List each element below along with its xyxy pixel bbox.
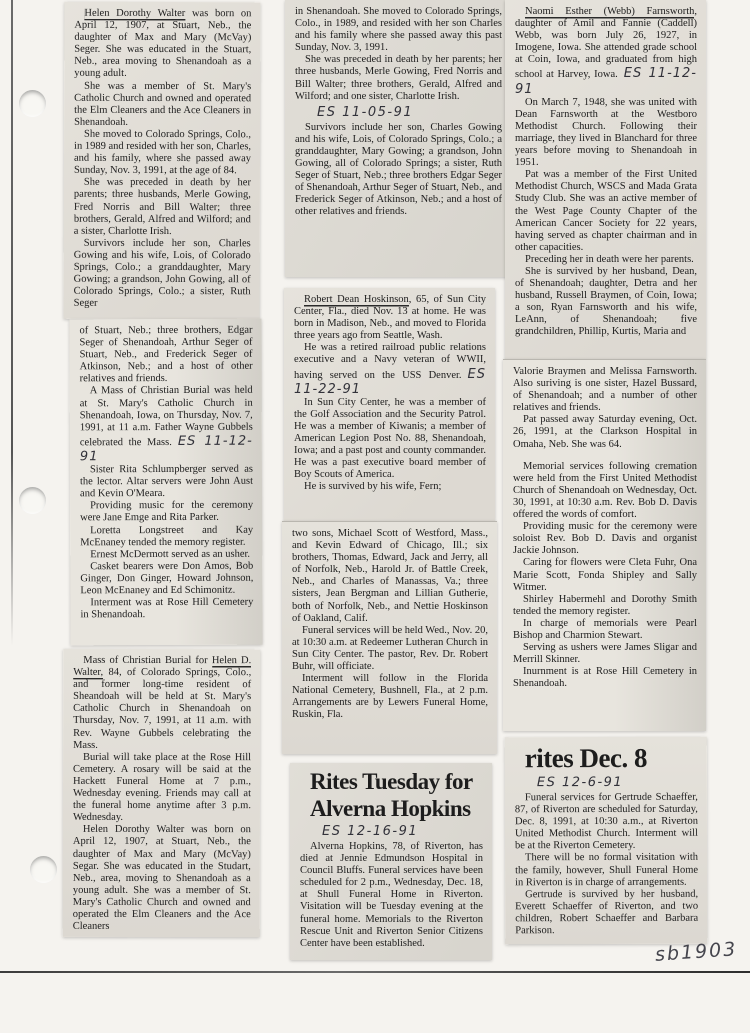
paragraph: Serving as ushers were James Sligar and Merrill Skinner. <box>513 642 697 666</box>
paragraph: In charge of memorials were Pearl Bishop and Charmion Stewart. <box>513 617 697 641</box>
paragraph: Pat passed away Saturday evening, Oct. 26, 1991, at the Clarkson Hospital in Omaha, Neb. She was 64. <box>513 414 697 450</box>
paragraph: of Stuart, Neb.; three brothers, Edgar Seger of Shenandoah, Arthur Seger of Stuart, Neb., and Frederick Seger of Atkinson, Neb.; and a host of other relatives and friends. <box>79 324 253 385</box>
paragraph: Burial will take place at the Rose Hill Cemetery. A rosary will be said at the Hackett Funeral Home at 7 p.m., Wednesday evening. Friends may call at the funeral home anytime after 3 p.m. Wednesday. <box>72 751 252 824</box>
paragraph: Inurnment is at Rose Hill Cemetery in Shenandoah. <box>513 666 697 690</box>
paragraph: She was preceded in death by her parents; her three husbands, Merle Gowing, Fred Norris and Bill Walter; three brothers, Gerald, Alfred and Wilford; and one sister, Charlotte Irish. <box>295 54 502 102</box>
handwritten-date: ES 11-12-91 <box>515 66 697 97</box>
punch-hole-middle <box>19 487 46 514</box>
handwritten-date: ES 11-22-91 <box>294 366 486 397</box>
paragraph: Interment will follow in the Florida National Cemetery, Bushnell, Fla., at 2 p.m. Arrangements are by Lewers Funeral Home, Ruskin, Fla. <box>292 673 488 721</box>
clipping-walter-obituary-part2 <box>69 319 262 646</box>
punch-hole-bottom <box>30 856 57 883</box>
clipping-walter-obituary-part1 <box>64 2 261 320</box>
paragraph: She was a member of St. Mary's Catholic Church and owned and operated the Elm Cleaners and the Ace Cleaners in Shenandoah. <box>74 80 252 128</box>
paragraph: She was preceded in death by her parents; three husbands, Merle Gowing, Fred Norris and Bill Walter; three brothers, Gerald, Alfred and Wilford; and a sister, Charlotte Irish. <box>73 177 251 237</box>
handwritten-date: ES 11-05-91 <box>317 104 414 120</box>
handwritten-date: ES 12-16-91 <box>322 824 419 839</box>
paragraph: Pat was a member of the First United Methodist Church, WSCS and Mada Grata Study Club. She was an active member of the West Page County Chapter of the American Cancer Society for 22 years, having served as chapter chairman and in other capacities. <box>515 169 697 253</box>
clipping-headline: rites Dec. 8 <box>524 742 648 774</box>
paragraph: There will be no formal visitation with the family, however, Shull Funeral Home in Riverton is in charge of arrangements. <box>515 852 699 888</box>
paragraph: Mass of Christian Burial for Helen D. Walter, 84, of Colorado Springs, Colo., and former long-time resident of Sheandoah will be held at St. Mary's Catholic Church in Shenandoah on Thursday, Nov. 7, 1991, at 11 a.m. with Rev. Wayne Gubbels celebrating the Mass. <box>73 654 252 751</box>
paragraph: Loretta Longstreet and Kay McEnaney tended the memory register. <box>80 524 254 548</box>
paragraph: Gertrude is survived by her husband, Everett Schaeffer of Riverton, and two children, Robert Schaeffer and Barbara Parkison. <box>515 888 699 937</box>
paragraph: Helen Dorothy Walter was born on April 12, 1907, at Stuart, Neb., the daughter of Max and Mary (McVay) Seger. She was educated in the Stuart, Neb., area moving to Shenandoah as a young adult. <box>74 7 252 80</box>
underlined-name: Helen Dorothy Walter <box>84 7 186 20</box>
handwritten-date: ES 12-6-91 <box>536 774 624 791</box>
paragraph: two sons, Michael Scott of Westford, Mass., and Kevin Edward of Chicago, Ill.; six brothers, Thomas, Edward, Jack and Jerry, all of Norfolk, Neb., Harold Jr. of Battle Creek, Neb., and Charles of Manassas, Va.; three sisters, Jean Bergman and Lillian Gutherie, both of Norfolk, Neb., and Nettie Hoskinson of Oakland, Calif. <box>292 528 488 624</box>
paragraph: He was a retired railroad public relations executive and a Navy veteran of WWII, having served on the USS Denver. ES 11-22-91 <box>294 342 486 397</box>
paragraph: He is survived by his wife, Fern; <box>304 481 442 493</box>
paragraph: Funeral services for Gertrude Schaeffer, 87, of Riverton are scheduled for Saturday, Dec. 8, 1991, at 10:30 a.m., at Riverton United Methodist Church. Interment will be at the Riverton Cemetery. <box>514 791 698 852</box>
punch-hole-top <box>19 90 46 117</box>
clipping-hopkins-rites <box>290 763 492 960</box>
paragraph: Casket bearers were Don Amos, Bob Ginger, Don Ginger, Howard Johnson, Leon McEnaney and Ed Schimonitz. <box>80 560 254 597</box>
paragraph: Naomi Esther (Webb) Farnsworth, daughter of Amil and Fannie (Caddell) Webb, was born July 26, 1927, in Imogene, Iowa. She attended grade school at Coin, Iowa, and graduated from high school at Harvey, Iowa. ES 11-12-91 <box>515 6 697 97</box>
underlined-name: Robert Dean Hoskinson <box>304 294 409 305</box>
underlined-name: Helen D. Walter, <box>73 655 252 678</box>
paragraph: Preceding her in death were her parents. <box>525 253 694 265</box>
paragraph: She moved to Colorado Springs, Colo., in 1989 and resided with her son, Charles, and his family, where she passed away Sunday, Nov. 3, 1991, at the age of 84. <box>73 128 252 177</box>
clipping-hoskinson-obituary-part2 <box>282 521 497 754</box>
clipping-hoskinson-obituary-part1 <box>284 288 495 521</box>
paragraph: Valorie Braymen and Melissa Farnsworth. Also suriving is one sister, Hazel Bussard, of Shenandoah; and a number of other relatives and friends. <box>513 366 697 414</box>
paragraph: Caring for flowers were Cleta Fuhr, Ona Marie Scott, Fonda Shipley and Sally Witmer. <box>513 557 697 593</box>
paragraph: Providing music for the ceremony were soloist Rev. Bob D. Davis and organist Jackie Johnson. <box>513 521 697 557</box>
clipping-schaeffer-rites <box>505 737 708 945</box>
paragraph: Ernest McDermott served as an usher. <box>90 548 251 560</box>
paragraph: Alverna Hopkins, 78, of Riverton, has died at Jennie Edmundson Hospital in Council Bluffs. Funeral services have been scheduled for 2 p.m., Wednesday, Dec. 18, at Shull Funeral Home in Riverton. Visitation will be Tuesday evening at the funeral home. Memorials to the Riverton Rescue Unit and Riverton Senior Citizens Center have been established. <box>300 841 483 949</box>
clipping-walter-obituary-col2 <box>285 0 511 277</box>
paragraph: Shirley Habermehl and Dorothy Smith tended the memory register. <box>513 593 697 617</box>
paragraph: Sister Rita Schlumpberger served as the lector. Altar servers were John Aust and Kevin O'Meara. <box>79 463 254 500</box>
paragraph: Robert Dean Hoskinson, 65, of Sun City Center, Fla., died Nov. 13 at home. He was born in Madison, Neb., and moved to Florida three years ago from Seattle, Wash. <box>294 294 486 342</box>
paragraph: In Sun City Center, he was a member of the Golf Association and the Security Patrol. He was a member of Kiwanis; a member of American Legion Post No. 88, Shenandoah, Iowa; and a past post and county commander. He was a past executive board member of Boy Scouts of America. <box>294 396 486 481</box>
paragraph: Survivors include her son, Charles Gowing and his wife, Lois, of Colorado Springs, Colo.; a granddaughter, Mary Gowing; a grandson, John Gowing, all of Colorado Springs; a sister, Ruth Seger of Stuart, Neb.; three brothers Edgar Seger of Shenandoah, Arthur Seger of Stuart, Neb., and Frederick Seger of Atkinson, Neb.; and a host of other relatives and friends. <box>295 121 502 218</box>
handwritten-page-code: sb1903 <box>654 938 738 966</box>
paragraph: in Shenandoah. She moved to Colorado Springs, Colo., in 1989, and resided with her son Charles and his family where she passed away this past Sunday, Nov. 3, 1991. <box>295 6 502 54</box>
paragraph: She is survived by her husband, Dean, of Shenandoah; daughter, Detra and her husband, Russell Braymen, of Coin, Iowa; a son, Ryan Farnsworth and his wife, LeAnn, of Shenandoah; five grandchildren, Phillip, Kurtis, Maria and <box>515 265 697 338</box>
underlined-name: Naomi Esther (Webb) Farnsworth <box>525 6 695 17</box>
paragraph: Funeral services will be held Wed., Nov. 20, at 10:30 a.m. at Redeemer Lutheran Church in Sun City Center. The pastor, Rev. Dr. Robert Buhr, will officiate. <box>292 624 488 673</box>
paragraph: A Mass of Christian Burial was held at St. Mary's Catholic Church in Shenandoah, Iowa, on Thursday, Nov. 7, 1991, at 11 a.m. Father Wayne Gubbels celebrated the Mass. ES 11-12-91 <box>79 385 253 465</box>
paragraph: Helen Dorothy Walter was born on April 12, 1907, at Stuart, Neb., the daughter of Max and Mary (McVay) Segar. She was educated in the Studart, Neb., area, moving to Shenandoah as a young adult. She was a member of St. Mary's Catholic Church and owned and operated the Elm Cleaners and the Ace Cleaners <box>72 824 251 932</box>
clipping-farnsworth-obituary-part2 <box>503 359 706 731</box>
paragraph: Providing music for the ceremony were Jane Emge and Rita Parker. <box>80 500 254 524</box>
page-bottom-edge-line <box>0 971 750 973</box>
page-left-edge-line <box>11 0 13 646</box>
clipping-farnsworth-obituary-part1 <box>505 0 706 359</box>
paragraph: Memorial services following cremation were held from the First United Methodist Church of Shenandoah on Wednesday, Oct. 30, 1991, at 10:30 a.m. Rev. Bob D. Davis offered the words of comfort. <box>513 460 697 521</box>
clipping-headline: Rites Tuesday for <box>310 769 473 794</box>
clipping-headline: Alverna Hopkins <box>310 795 471 821</box>
handwritten-date: ES 11-12-91 <box>79 433 253 465</box>
paragraph: Interment was at Rose Hill Cemetery in Shenandoah. <box>80 596 254 621</box>
paragraph: On March 7, 1948, she was united with Dean Farnsworth at the Westboro Methodist Church. Following their marriage, they lived in Blanchard for three years before moving to Shenandoah in 1951. <box>515 96 697 169</box>
paragraph: Survivors include her son, Charles Gowing and his wife, Lois, of Colorado Springs, Colo.; a granddaughter, Mary Gowing; a grandson, John Gowing, all of Colorado Springs, Colo.; a sister, Ruth Seger <box>73 237 251 310</box>
clipping-walter-funeral-notice <box>63 649 261 937</box>
